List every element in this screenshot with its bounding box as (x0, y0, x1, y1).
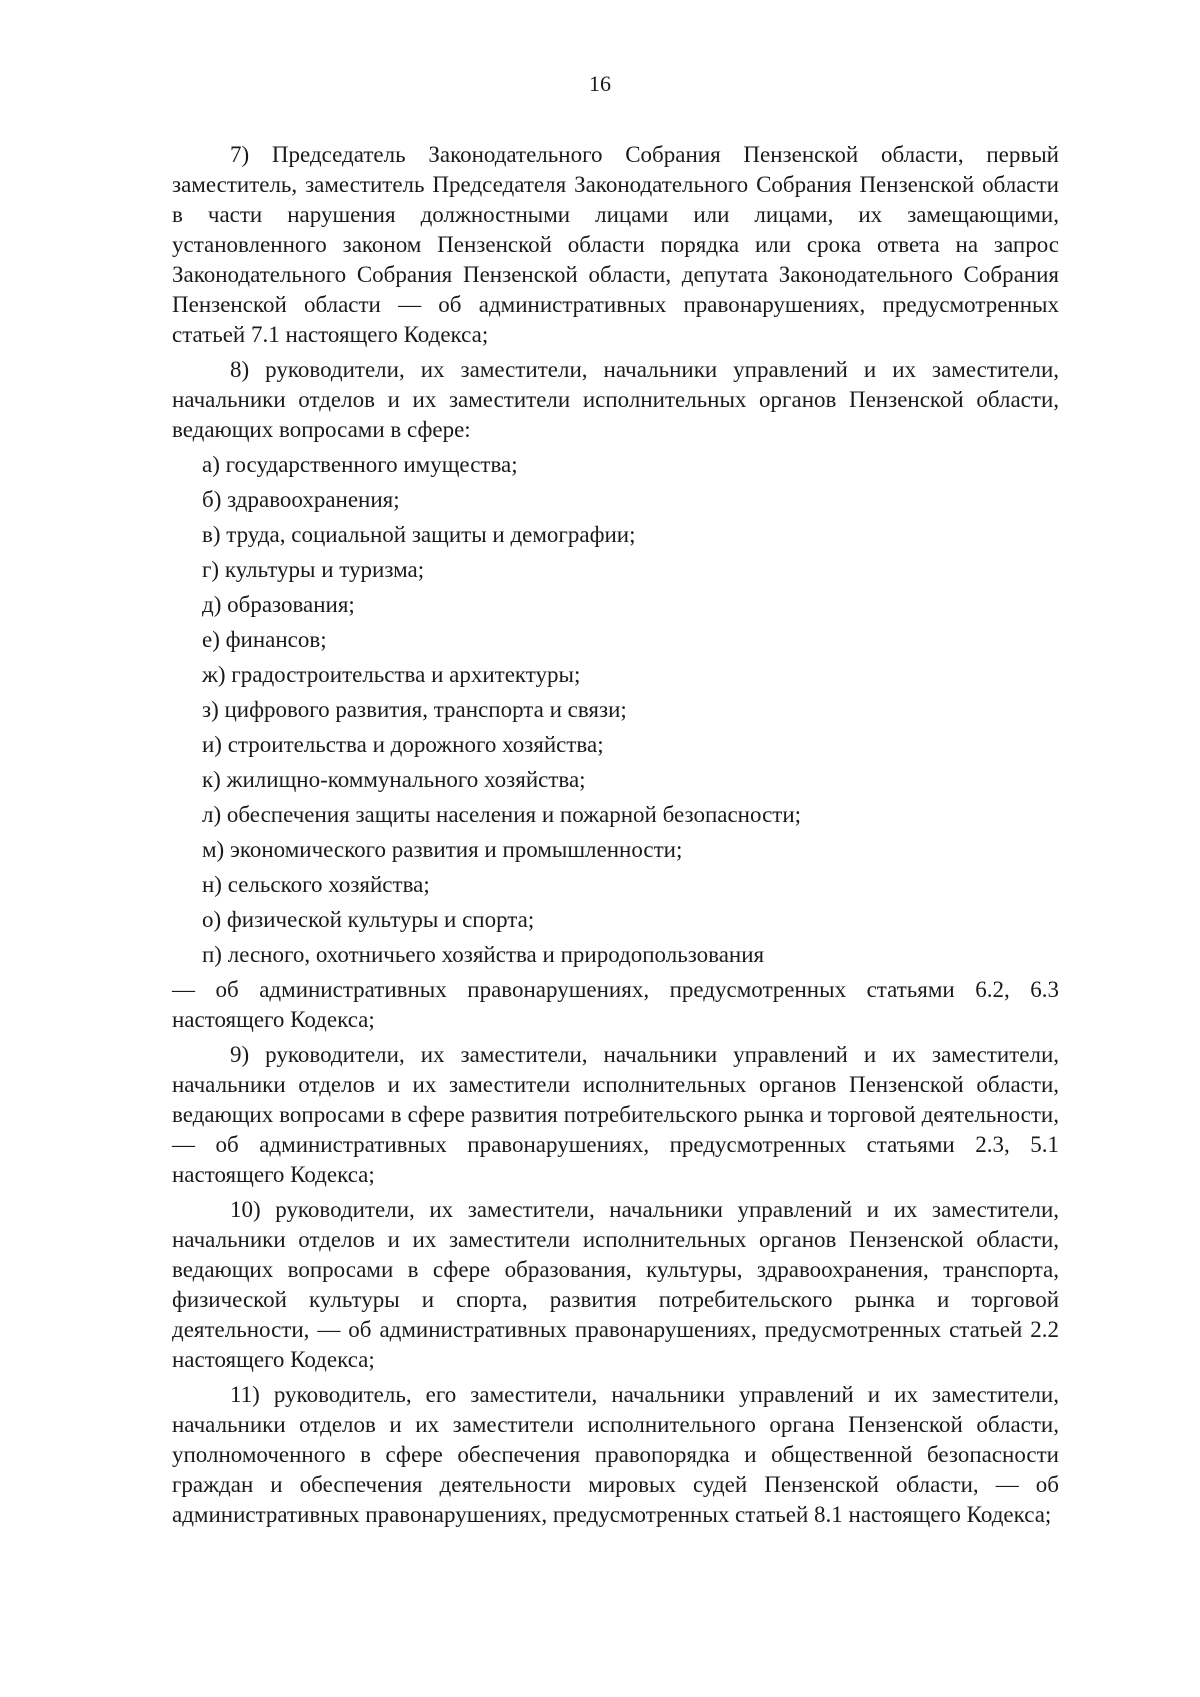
paragraph-11: 11) руководитель, его заместители, начальники управлений и их заместители, начальники отделов и их заместители исполнительного органа Пензенской области, уполномоченного в сфере обеспечения правопорядка и общественной безопасности граждан и обеспечения деятельности мировых судей Пензенской области, — об административных правонарушениях, предусмотренных статьей 8.1 настоящего Кодекса; (172, 1382, 1059, 1527)
list-item: г) культуры и туризма; (202, 557, 425, 582)
spheres-list (172, 450, 1059, 970)
paragraph-7: 7) Председатель Законодательного Собрания Пензенской области, первый заместитель, заместитель Председателя Законодательного Собрания Пензенской области в части нарушения должностными лицами или лицами, их замещающими, установленного законом Пензенской области порядка или срока ответа на запрос Законодательного Собрания Пензенской области, депутата Законодательного Собрания Пензенской области — об административных правонарушениях, предусмотренных статьей 7.1 настоящего Кодекса; (172, 142, 1059, 347)
list-item: б) здравоохранения; (202, 487, 400, 512)
paragraph-10: 10) руководители, их заместители, начальники управлений и их заместители, начальники отделов и их заместители исполнительных органов Пензенской области, ведающих вопросами в сфере образования, культуры, здравоохранения, транспорта, физической культуры и спорта, развития потребительского рынка и торговой деятельности, — об административных правонарушениях, предусмотренных статьей 2.2 настоящего Кодекса; (172, 1197, 1059, 1372)
paragraph-8-tail: — об административных правонарушениях, предусмотренных статьями 6.2, 6.3 настоящего Кодекса; (172, 977, 1059, 1032)
list-item: л) обеспечения защиты населения и пожарной безопасности; (202, 802, 802, 827)
page-number: 16 (589, 71, 611, 96)
list-item: е) финансов; (202, 627, 327, 652)
paragraph-9: 9) руководители, их заместители, начальники управлений и их заместители, начальники отделов и их заместители исполнительных органов Пензенской области, ведающих вопросами в сфере развития потребительского рынка и торговой деятельности, — об административных правонарушениях, предусмотренных статьями 2.3, 5.1 настоящего Кодекса; (172, 1042, 1059, 1187)
list-item: м) экономического развития и промышленности; (202, 837, 683, 862)
list-item: п) лесного, охотничьего хозяйства и природопользования (202, 942, 765, 967)
list-item: к) жилищно-коммунального хозяйства; (202, 767, 586, 792)
list-item: и) строительства и дорожного хозяйства; (202, 732, 604, 757)
list-item: в) труда, социальной защиты и демографии; (202, 522, 636, 547)
paragraph-8: 8) руководители, их заместители, начальники управлений и их заместители, начальники отделов и их заместители исполнительных органов Пензенской области, ведающих вопросами в сфере: (172, 357, 1059, 442)
list-item: ж) градостроительства и архитектуры; (202, 662, 581, 687)
list-item: н) сельского хозяйства; (202, 872, 430, 897)
document-body (172, 140, 1059, 1535)
list-item: а) государственного имущества; (202, 452, 518, 477)
list-item: о) физической культуры и спорта; (202, 907, 535, 932)
list-item: з) цифрового развития, транспорта и связи; (202, 697, 627, 722)
list-item: д) образования; (202, 592, 355, 617)
